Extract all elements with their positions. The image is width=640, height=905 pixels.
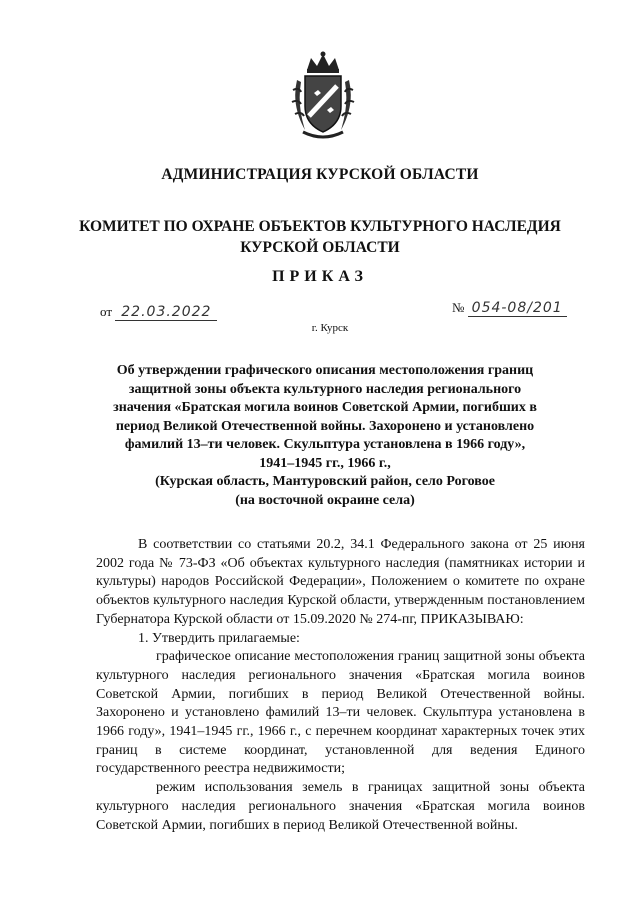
date-value: 22.03.2022 — [115, 304, 217, 321]
subject-line: защитной зоны объекта культурного наследия регионального — [128, 381, 522, 397]
committee-title-line1: КОМИТЕТ ПО ОХРАНЕ ОБЪЕКТОВ КУЛЬТУРНОГО НАСЛЕДИЯ — [79, 218, 561, 235]
subject-line: (Курская область, Мантуровский район, село Роговое — [155, 474, 495, 489]
order-subject — [90, 362, 560, 510]
number-prefix: № — [452, 300, 465, 315]
body-paragraph: режим использования земель в границах защитной зоны объекта культурного наследия регионального значения «Братская могила воинов Советской Армии, погибших в период Великой Отечественной войны. — [96, 780, 585, 833]
committee-title-line2: КУРСКОЙ ОБЛАСТИ — [240, 239, 400, 256]
kursk-coat-of-arms-icon — [287, 50, 359, 140]
subject-line: 1941–1945 гг., 1966 г., — [259, 455, 391, 471]
body-paragraph: графическое описание местоположения границ защитной зоны объекта культурного наследия регионального значения «Братская могила воинов Советской Армии, погибших в период Великой Отечественной войны. Захоронено и установлено фамилий 13–ти человек. Скульптура установлена в 1966 году», 1941–1945 гг., 1966 г., с перечнем координат характерных точек этих границ в системе координат, установленной для ведения Единого государственного реестра недвижимости; — [96, 649, 585, 777]
subject-line: значения «Братская могила воинов Советской Армии, погибших в — [113, 400, 537, 415]
body-item: 1. Утвердить прилагаемые: — [138, 630, 300, 646]
subject-line: период Великой Отечественной войны. Захоронено и установлено — [115, 418, 535, 434]
city: г. Курск — [311, 322, 349, 334]
subject-line: Об утверждении графического описания местоположения границ — [116, 363, 534, 378]
order-number — [452, 300, 567, 316]
organization-title: АДМИНИСТРАЦИЯ КУРСКОЙ ОБЛАСТИ — [161, 166, 479, 183]
order-body — [96, 536, 585, 835]
order-date — [100, 304, 217, 320]
date-prefix: от — [100, 304, 113, 319]
document-type: ПРИКАЗ — [272, 268, 368, 285]
number-value: 054-08/201 — [468, 300, 567, 317]
body-paragraph: В соответствии со статьями 20.2, 34.1 Федерального закона от 25 июня 2002 года № 73-ФЗ «Об объектах культурного наследия (памятниках истории и культуры) народов Российской Федерации», Положением о комитете по охране объектов культурного наследия Курской области, утвержденным постановлением Губернатора Курской области от 15.09.2020 № 274-пг, ПРИКАЗЫВАЮ: — [96, 537, 585, 627]
committee-title — [60, 216, 580, 258]
subject-line: фамилий 13–ти человек. Скульптура установлена в 1966 году», — [124, 437, 526, 452]
subject-line: (на восточной окраине села) — [235, 492, 415, 508]
